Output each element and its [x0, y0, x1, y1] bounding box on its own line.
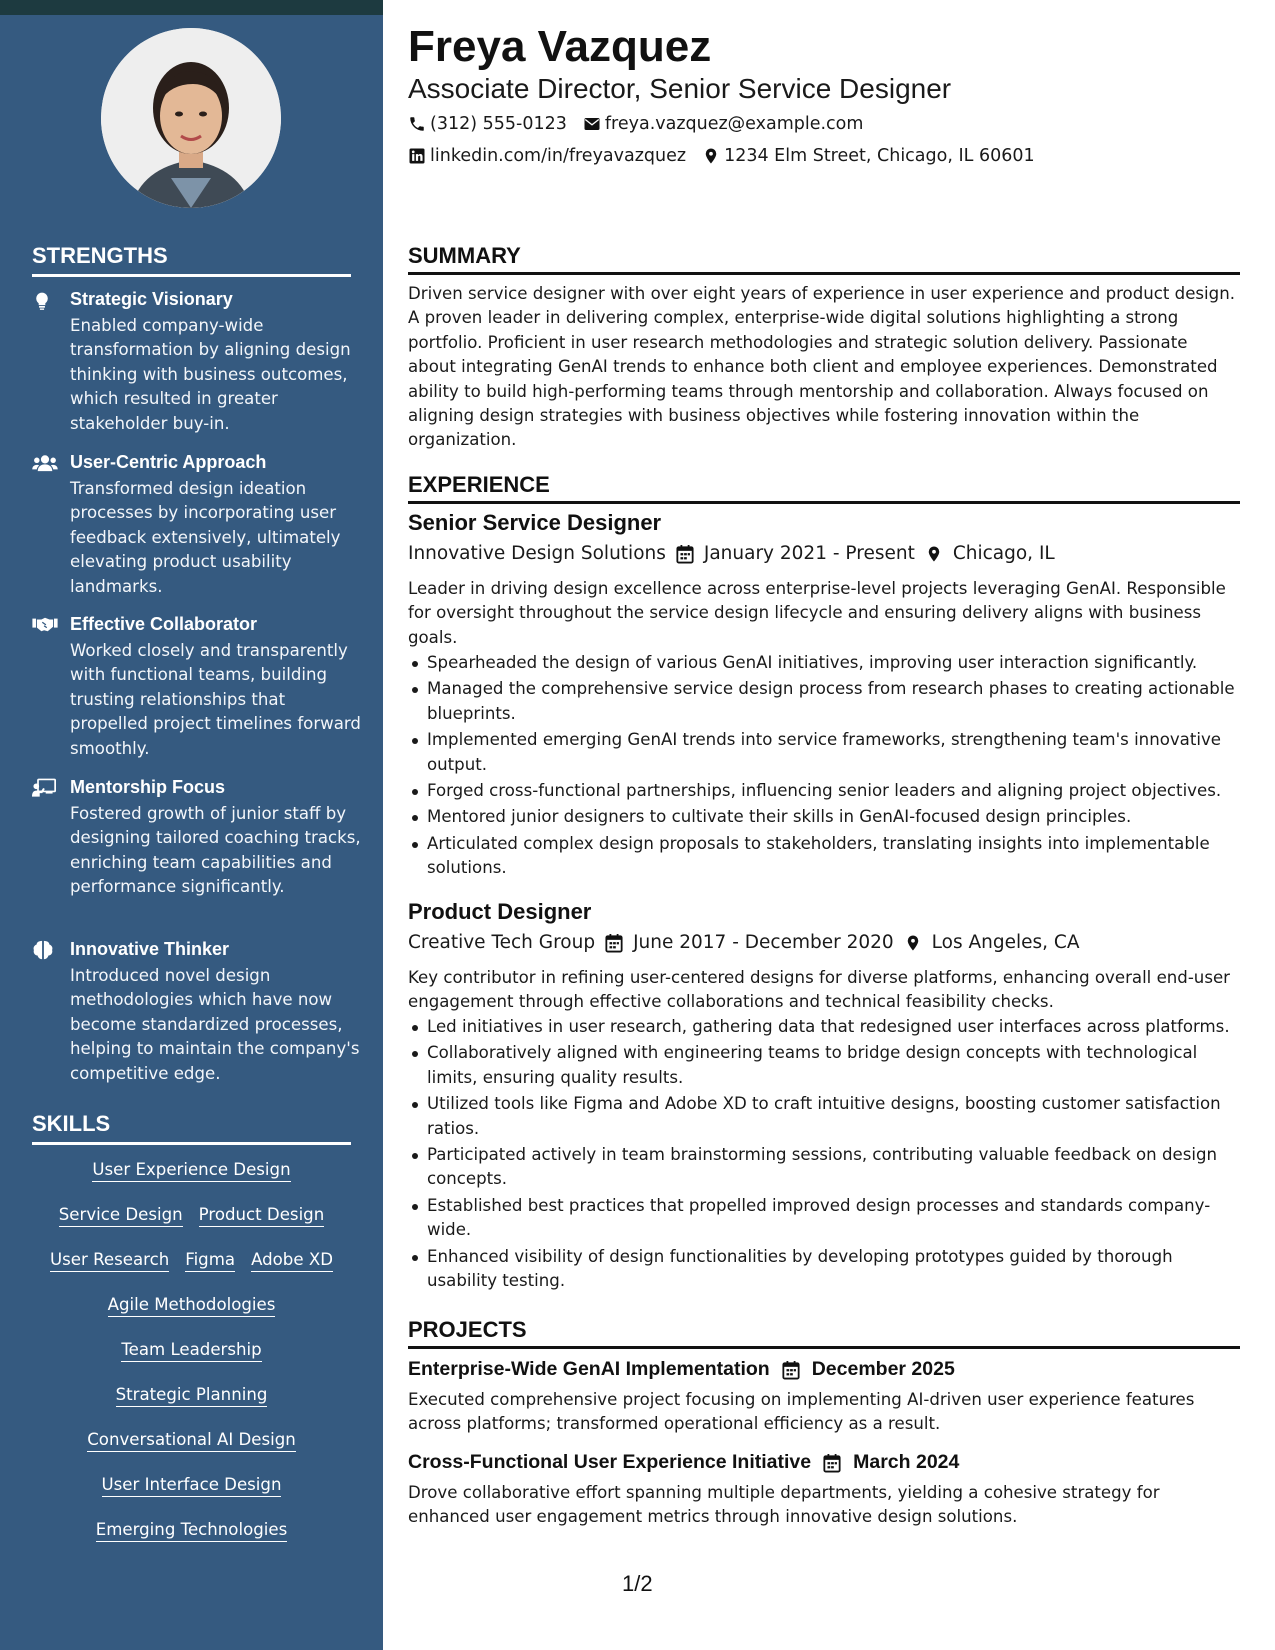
map-marker-icon	[904, 933, 922, 953]
calendar-icon	[605, 933, 623, 953]
project-date: December 2025	[811, 1358, 955, 1380]
job-bullets	[408, 651, 1240, 883]
skill-tag: Emerging Technologies	[96, 1520, 287, 1542]
job-meta	[408, 543, 1055, 564]
strength-title: User-Centric Approach	[70, 452, 267, 472]
skill-tag: Strategic Planning	[116, 1385, 268, 1407]
strength-description: Transformed design ideation processes by incorporating user feedback extensively, ultimately elevating product usability landmarks.	[70, 479, 341, 596]
list-item: Enhanced visibility of design functionalities by developing prototypes guided by thorough usability testing.	[408, 1245, 1240, 1294]
list-item: Participated actively in team brainstorming sessions, contributing valuable feedback on design concepts.	[408, 1143, 1240, 1192]
brain-icon	[32, 940, 56, 962]
skill-row	[32, 1340, 351, 1362]
job-company: Creative Tech Group	[408, 932, 596, 953]
strength-description: Fostered growth of junior staff by designing tailored coaching tracks, enriching team capabilities and performance significantly.	[70, 804, 361, 897]
skill-row	[32, 1430, 351, 1452]
linkedin-text: linkedin.com/in/freyavazquez	[430, 146, 687, 166]
map-marker-icon	[702, 147, 720, 165]
list-item: Established best practices that propelled improved design processes and standards company-wide.	[408, 1194, 1240, 1243]
envelope-icon	[583, 115, 601, 133]
strength-description: Enabled company-wide transformation by aligning design thinking with business outcomes, which resulted in greater stakeholder buy-in.	[70, 316, 351, 433]
address-contact	[702, 146, 1035, 166]
projects-heading: PROJECTS	[408, 1317, 1240, 1349]
list-item: Articulated complex design proposals to stakeholders, translating insights into implementable solutions.	[408, 832, 1240, 881]
contact-row	[408, 146, 1035, 166]
candidate-headline: Associate Director, Senior Service Designer	[408, 73, 952, 104]
summary-heading: SUMMARY	[408, 243, 1240, 275]
calendar-icon	[823, 1453, 841, 1473]
skill-tag: Service Design	[59, 1205, 183, 1227]
skill-tag: Adobe XD	[251, 1250, 333, 1272]
skill-tag: Agile Methodologies	[108, 1295, 276, 1317]
job-dates: January 2021 - Present	[703, 543, 915, 564]
top-band	[0, 0, 383, 15]
users-icon	[32, 453, 56, 475]
strength-title: Mentorship Focus	[70, 777, 226, 797]
skill-row	[32, 1520, 351, 1542]
skill-tag: User Interface Design	[102, 1475, 282, 1497]
job-meta	[408, 932, 1080, 953]
project-description: Drove collaborative effort spanning multiple departments, yielding a cohesive strategy for enhanced user engagement metrics through innovative design solutions.	[408, 1483, 1160, 1527]
linkedin-contact[interactable]	[408, 146, 686, 166]
handshake-icon	[32, 615, 56, 637]
project-title: Enterprise-Wide GenAI Implementation	[408, 1358, 770, 1380]
experience-heading: EXPERIENCE	[408, 472, 1240, 504]
project-description: Executed comprehensive project focusing on implementing AI-driven user experience features across platforms; transformed operational efficiency as a result.	[408, 1390, 1195, 1434]
project-title: Cross-Functional User Experience Initiative	[408, 1451, 812, 1473]
strength-title: Strategic Visionary	[70, 289, 233, 309]
phone-text: (312) 555-0123	[430, 114, 567, 134]
project-header	[408, 1358, 955, 1381]
lightbulb-icon	[32, 290, 56, 312]
job-description: Leader in driving design excellence across enterprise-level projects leveraging GenAI. Responsible for oversight throughout the service design lifecycle and ensuring delivery aligns with business goals.	[408, 579, 1226, 647]
email-text: freya.vazquez@example.com	[604, 114, 864, 134]
skill-row	[32, 1385, 351, 1407]
strength-title: Innovative Thinker	[70, 939, 230, 959]
list-item: Mentored junior designers to cultivate their skills in GenAI-focused design principles.	[408, 805, 1240, 829]
project-date: March 2024	[853, 1451, 960, 1473]
list-item: Utilized tools like Figma and Adobe XD to craft intuitive designs, boosting customer satisfaction ratios.	[408, 1092, 1240, 1141]
map-marker-icon	[925, 544, 943, 564]
skill-row	[32, 1475, 351, 1497]
sidebar	[0, 0, 383, 1650]
job-location: Chicago, IL	[952, 543, 1055, 564]
calendar-icon	[676, 544, 694, 564]
job-location: Los Angeles, CA	[931, 932, 1080, 953]
candidate-name: Freya Vazquez	[408, 22, 712, 71]
skill-row	[32, 1160, 351, 1182]
list-item: Implemented emerging GenAI trends into service frameworks, strengthening team's innovative output.	[408, 728, 1240, 777]
linkedin-icon	[408, 147, 426, 165]
job-company: Innovative Design Solutions	[408, 543, 666, 564]
contact-row	[408, 114, 863, 134]
chalkboard-teacher-icon	[32, 778, 56, 800]
skill-tag: User Experience Design	[92, 1160, 290, 1182]
job-dates: June 2017 - December 2020	[633, 932, 894, 953]
skill-tag: Team Leadership	[121, 1340, 261, 1362]
address-text: 1234 Elm Street, Chicago, IL 60601	[724, 146, 1035, 166]
phone-contact[interactable]	[408, 114, 567, 134]
list-item: Led initiatives in user research, gathering data that redesigned user interfaces across platforms.	[408, 1015, 1240, 1039]
skills-heading: SKILLS	[32, 1111, 351, 1145]
skill-tag: Conversational AI Design	[87, 1430, 296, 1452]
skill-row	[32, 1295, 351, 1317]
job-title: Senior Service Designer	[408, 510, 662, 535]
skill-row	[32, 1250, 351, 1272]
job-title: Product Designer	[408, 899, 592, 924]
list-item: Collaboratively aligned with engineering teams to bridge design concepts with technological limits, ensuring quality results.	[408, 1041, 1240, 1090]
project-header	[408, 1451, 959, 1474]
phone-icon	[408, 115, 426, 133]
strength-description: Introduced novel design methodologies which have now become standardized processes, helping to maintain the company's competitive edge.	[70, 966, 360, 1083]
calendar-icon	[782, 1360, 800, 1380]
profile-photo	[101, 28, 281, 208]
job-description: Key contributor in refining user-centered designs for diverse platforms, enhancing overall end-user engagement through effective collaborations and technical feasibility checks.	[408, 968, 1231, 1012]
list-item: Managed the comprehensive service design process from research phases to creating actionable blueprints.	[408, 677, 1240, 726]
strength-title: Effective Collaborator	[70, 614, 258, 634]
job-bullets	[408, 1015, 1240, 1295]
skill-row	[32, 1205, 351, 1227]
strength-description: Worked closely and transparently with functional teams, building trusting relationships that propelled project timelines forward smoothly.	[70, 641, 361, 758]
list-item: Forged cross-functional partnerships, influencing senior leaders and aligning project objectives.	[408, 779, 1240, 803]
skill-tag: Product Design	[199, 1205, 325, 1227]
list-item: Spearheaded the design of various GenAI initiatives, improving user interaction significantly.	[408, 651, 1240, 675]
skill-tag: User Research	[50, 1250, 169, 1272]
page-number: 1/2	[622, 1571, 653, 1596]
skill-tag: Figma	[185, 1250, 235, 1272]
strengths-heading: STRENGTHS	[32, 243, 351, 277]
summary-text: Driven service designer with over eight years of experience in user experience and product design. A proven leader in delivering complex, enterprise-wide digital solutions highlighting a strong portfolio. Proficient in user research methodologies and strategic solution delivery. Passionate about integrating GenAI trends to enhance both client and employee experiences. Demonstrated ability to build high-performing teams through mentorship and collaboration. Always focused on aligning design strategies with business objectives while fostering innovation within the organization.	[408, 284, 1235, 450]
email-contact[interactable]	[583, 114, 864, 134]
